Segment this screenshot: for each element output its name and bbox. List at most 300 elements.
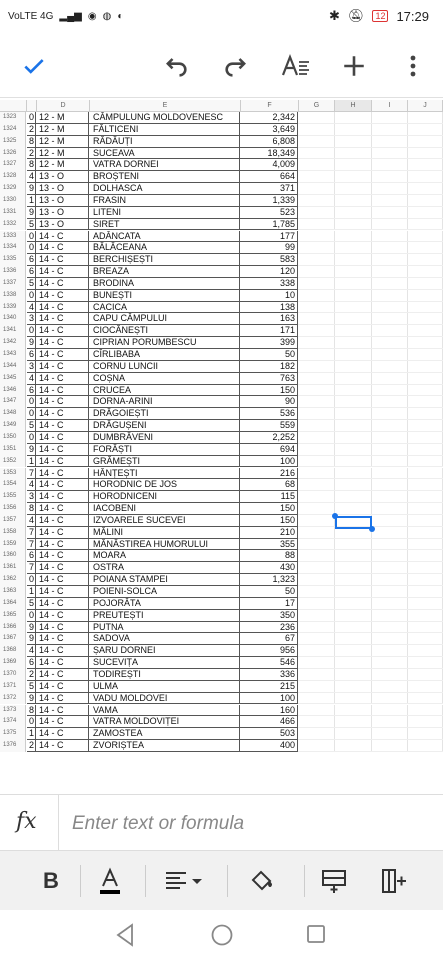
cell-c[interactable]: 4 [28, 479, 34, 490]
row-number[interactable]: 1339 [0, 302, 26, 314]
cell-c[interactable]: 1 [28, 455, 34, 466]
cell-c[interactable]: 4 [28, 372, 34, 383]
cell-c[interactable]: 7 [28, 562, 34, 573]
cell-d[interactable]: 14 - C [37, 550, 89, 562]
cell-e[interactable]: CÂMPULUNG MOLDOVENESC [90, 112, 240, 124]
row-number[interactable]: 1374 [0, 716, 26, 728]
cell-d[interactable]: 14 - C [37, 705, 89, 717]
row-number[interactable]: 1363 [0, 586, 26, 598]
cell-e[interactable]: BREAZA [90, 266, 240, 278]
row-number[interactable]: 1335 [0, 254, 26, 266]
row-number[interactable]: 1360 [0, 550, 26, 562]
cell-c[interactable]: 2 [28, 740, 34, 751]
cell-f[interactable]: 10 [241, 290, 298, 302]
cell-c[interactable]: 4 [28, 514, 34, 525]
cell-f[interactable]: 160 [241, 705, 298, 717]
cell-d[interactable]: 12 - M [37, 148, 89, 160]
cell-e[interactable]: SUCEAVA [90, 148, 240, 160]
cell-d[interactable]: 13 - O [37, 171, 89, 183]
cell-c[interactable]: 8 [28, 159, 34, 170]
row-number[interactable]: 1369 [0, 657, 26, 669]
cell-d[interactable]: 13 - O [37, 207, 89, 219]
cell-f[interactable]: 2,252 [241, 432, 298, 444]
cell-e[interactable]: DRĂGOIEȘTI [90, 408, 240, 420]
cell-f[interactable]: 68 [241, 479, 298, 491]
row-number[interactable]: 1346 [0, 385, 26, 397]
row-number[interactable]: 1375 [0, 728, 26, 740]
cell-d[interactable]: 14 - C [37, 574, 89, 586]
cell-d[interactable]: 14 - C [37, 456, 89, 468]
row-number[interactable]: 1351 [0, 444, 26, 456]
column-header-d[interactable]: D [37, 100, 90, 112]
cell-d[interactable]: 14 - C [37, 337, 89, 349]
cell-c[interactable]: 8 [28, 704, 34, 715]
cell-c[interactable]: 0 [28, 431, 34, 442]
check-icon[interactable] [14, 46, 54, 86]
home-icon[interactable] [210, 923, 234, 952]
row-number[interactable]: 1342 [0, 337, 26, 349]
cell-d[interactable]: 14 - C [37, 432, 89, 444]
cell-f[interactable]: 546 [241, 657, 298, 669]
cell-c[interactable]: 9 [28, 337, 34, 348]
cell-f[interactable]: 177 [241, 231, 298, 243]
cell-c[interactable]: 6 [28, 266, 34, 277]
cell-d[interactable]: 14 - C [37, 479, 89, 491]
cell-e[interactable]: OSTRA [90, 562, 240, 574]
row-number[interactable]: 1327 [0, 159, 26, 171]
align-icon[interactable] [160, 865, 208, 897]
cell-c[interactable]: 0 [28, 242, 34, 253]
cell-c[interactable]: 9 [28, 633, 34, 644]
cell-c[interactable]: 5 [28, 680, 34, 691]
cell-c[interactable]: 9 [28, 206, 34, 217]
cell-d[interactable]: 14 - C [37, 242, 89, 254]
row-number[interactable]: 1370 [0, 669, 26, 681]
insert-row-icon[interactable] [316, 865, 352, 897]
cell-d[interactable]: 14 - C [37, 254, 89, 266]
cell-c[interactable]: 8 [28, 503, 34, 514]
cell-f[interactable]: 583 [241, 254, 298, 266]
cell-e[interactable]: IZVOARELE SUCEVEI [90, 515, 240, 527]
cell-c[interactable]: 4 [28, 171, 34, 182]
cell-d[interactable]: 14 - C [37, 373, 89, 385]
row-number[interactable]: 1349 [0, 420, 26, 432]
cell-c[interactable]: 7 [28, 526, 34, 537]
cell-d[interactable]: 12 - M [37, 124, 89, 136]
row-number[interactable]: 1347 [0, 396, 26, 408]
cell-d[interactable]: 14 - C [37, 491, 89, 503]
cell-f[interactable]: 215 [241, 681, 298, 693]
cell-f[interactable]: 559 [241, 420, 298, 432]
cell-c[interactable]: 9 [28, 443, 34, 454]
cell-f[interactable]: 430 [241, 562, 298, 574]
row-number[interactable]: 1337 [0, 278, 26, 290]
row-number[interactable]: 1341 [0, 325, 26, 337]
cell-d[interactable]: 14 - C [37, 515, 89, 527]
cell-c[interactable]: 0 [28, 716, 34, 727]
row-number[interactable]: 1324 [0, 124, 26, 136]
row-number[interactable]: 1325 [0, 136, 26, 148]
cell-e[interactable]: GRĂMEȘTI [90, 456, 240, 468]
cell-e[interactable]: DOLHASCA [90, 183, 240, 195]
cell-d[interactable]: 14 - C [37, 231, 89, 243]
cell-e[interactable]: CIPRIAN PORUMBESCU [90, 337, 240, 349]
cell-e[interactable]: MOARA [90, 550, 240, 562]
row-number[interactable]: 1368 [0, 645, 26, 657]
row-number[interactable]: 1350 [0, 432, 26, 444]
cell-f[interactable]: 956 [241, 645, 298, 657]
cell-e[interactable]: POIANA STAMPEI [90, 574, 240, 586]
cell-f[interactable]: 210 [241, 527, 298, 539]
plus-icon[interactable] [334, 46, 374, 86]
cell-f[interactable]: 536 [241, 408, 298, 420]
cell-d[interactable]: 14 - C [37, 349, 89, 361]
cell-e[interactable]: PUTNA [90, 622, 240, 634]
cell-f[interactable]: 399 [241, 337, 298, 349]
column-header-e[interactable]: E [90, 100, 241, 112]
cell-d[interactable]: 14 - C [37, 633, 89, 645]
selected-cell[interactable] [335, 516, 372, 529]
row-number[interactable]: 1356 [0, 503, 26, 515]
cell-c[interactable]: 8 [28, 135, 34, 146]
cell-f[interactable]: 1,323 [241, 574, 298, 586]
cell-e[interactable]: POIENI-SOLCA [90, 586, 240, 598]
cell-f[interactable]: 2,342 [241, 112, 298, 124]
row-number[interactable]: 1354 [0, 479, 26, 491]
cell-f[interactable]: 138 [241, 302, 298, 314]
cell-f[interactable]: 100 [241, 693, 298, 705]
row-number[interactable]: 1365 [0, 610, 26, 622]
cell-e[interactable]: ZVORIȘTEA [90, 740, 240, 752]
row-number[interactable]: 1362 [0, 574, 26, 586]
cell-c[interactable]: 0 [28, 112, 34, 122]
row-number[interactable]: 1332 [0, 219, 26, 231]
cell-e[interactable]: ULMA [90, 681, 240, 693]
cell-f[interactable]: 6,808 [241, 136, 298, 148]
cell-d[interactable]: 14 - C [37, 657, 89, 669]
row-number[interactable]: 1345 [0, 373, 26, 385]
cell-e[interactable]: MĂNĂSTIREA HUMORULUI [90, 539, 240, 551]
row-number[interactable]: 1343 [0, 349, 26, 361]
row-number[interactable]: 1366 [0, 622, 26, 634]
column-header-j[interactable]: J [408, 100, 443, 112]
row-number[interactable]: 1371 [0, 681, 26, 693]
row-number[interactable]: 1340 [0, 313, 26, 325]
cell-d[interactable]: 14 - C [37, 444, 89, 456]
cell-d[interactable]: 14 - C [37, 278, 89, 290]
row-number[interactable]: 1367 [0, 633, 26, 645]
cell-f[interactable]: 371 [241, 183, 298, 195]
cell-e[interactable]: DORNA-ARINI [90, 396, 240, 408]
undo-icon[interactable] [156, 46, 196, 86]
cell-e[interactable]: HĂNȚEȘTI [90, 468, 240, 480]
cell-e[interactable]: TODIREȘTI [90, 669, 240, 681]
row-number[interactable]: 1334 [0, 242, 26, 254]
cell-c[interactable]: 5 [28, 420, 34, 431]
cell-c[interactable]: 0 [28, 408, 34, 419]
cell-e[interactable]: CRUCEA [90, 385, 240, 397]
cell-e[interactable]: CAPU CÂMPULUI [90, 313, 240, 325]
cell-c[interactable]: 0 [28, 230, 34, 241]
cell-c[interactable]: 0 [28, 609, 34, 620]
cell-e[interactable]: ADÂNCATA [90, 231, 240, 243]
cell-e[interactable]: CORNU LUNCII [90, 361, 240, 373]
cell-e[interactable]: DRĂGUȘENI [90, 420, 240, 432]
cell-f[interactable]: 216 [241, 468, 298, 480]
formula-input[interactable]: Enter text or formula [72, 813, 245, 834]
cell-c[interactable]: 1 [28, 728, 34, 739]
row-number[interactable]: 1358 [0, 527, 26, 539]
cell-c[interactable]: 9 [28, 621, 34, 632]
cell-e[interactable]: FORĂȘTI [90, 444, 240, 456]
cell-d[interactable]: 14 - C [37, 396, 89, 408]
cell-d[interactable]: 14 - C [37, 503, 89, 515]
cell-d[interactable]: 14 - C [37, 527, 89, 539]
cell-c[interactable]: 6 [28, 254, 34, 265]
cell-f[interactable]: 4,009 [241, 159, 298, 171]
cell-d[interactable]: 12 - M [37, 159, 89, 171]
cell-d[interactable]: 14 - C [37, 313, 89, 325]
cell-e[interactable]: VADU MOLDOVEI [90, 693, 240, 705]
cell-f[interactable]: 150 [241, 503, 298, 515]
column-header-g[interactable]: G [299, 100, 335, 112]
selection-handle-bottom[interactable] [369, 526, 375, 532]
cell-d[interactable]: 14 - C [37, 586, 89, 598]
cell-f[interactable]: 150 [241, 515, 298, 527]
text-color-icon[interactable] [92, 865, 128, 897]
cell-c[interactable]: 3 [28, 491, 34, 502]
cell-e[interactable]: LITENI [90, 207, 240, 219]
cell-d[interactable]: 14 - C [37, 420, 89, 432]
cell-f[interactable]: 763 [241, 373, 298, 385]
cell-e[interactable]: VAMA [90, 705, 240, 717]
cell-d[interactable]: 13 - O [37, 219, 89, 231]
cell-d[interactable]: 14 - C [37, 302, 89, 314]
cell-e[interactable]: BRODINA [90, 278, 240, 290]
cell-c[interactable]: 6 [28, 384, 34, 395]
cell-e[interactable]: ZAMOSTEA [90, 728, 240, 740]
cell-f[interactable]: 163 [241, 313, 298, 325]
cell-e[interactable]: SUCEVIȚA [90, 657, 240, 669]
column-header-h[interactable]: H [335, 100, 372, 112]
cell-d[interactable]: 14 - C [37, 408, 89, 420]
row-number[interactable]: 1331 [0, 207, 26, 219]
cell-f[interactable]: 3,649 [241, 124, 298, 136]
cell-e[interactable]: MĂLINI [90, 527, 240, 539]
cell-f[interactable]: 182 [241, 361, 298, 373]
cell-e[interactable]: VATRA MOLDOVIȚEI [90, 716, 240, 728]
cell-c[interactable]: 7 [28, 538, 34, 549]
row-number[interactable]: 1361 [0, 562, 26, 574]
column-header-c[interactable] [27, 100, 37, 112]
cell-d[interactable]: 14 - C [37, 681, 89, 693]
cell-e[interactable]: DUMBRĂVENI [90, 432, 240, 444]
cell-f[interactable]: 1,339 [241, 195, 298, 207]
row-number[interactable]: 1326 [0, 148, 26, 160]
cell-d[interactable]: 14 - C [37, 740, 89, 752]
cell-d[interactable]: 13 - O [37, 195, 89, 207]
cell-c[interactable]: 5 [28, 277, 34, 288]
cell-c[interactable]: 2 [28, 668, 34, 679]
cell-e[interactable]: COȘNA [90, 373, 240, 385]
cell-f[interactable]: 99 [241, 242, 298, 254]
cell-c[interactable]: 4 [28, 301, 34, 312]
cell-e[interactable]: BERCHIȘEȘTI [90, 254, 240, 266]
cell-d[interactable]: 14 - C [37, 693, 89, 705]
row-number[interactable]: 1373 [0, 705, 26, 717]
cell-d[interactable]: 14 - C [37, 290, 89, 302]
cell-f[interactable]: 171 [241, 325, 298, 337]
cell-f[interactable]: 67 [241, 633, 298, 645]
cell-c[interactable]: 2 [28, 147, 34, 158]
cell-d[interactable]: 14 - C [37, 598, 89, 610]
recents-icon[interactable] [306, 924, 326, 949]
cell-e[interactable]: IACOBENI [90, 503, 240, 515]
row-number[interactable]: 1359 [0, 539, 26, 551]
cell-c[interactable]: 0 [28, 574, 34, 585]
cell-c[interactable]: 6 [28, 550, 34, 561]
redo-icon[interactable] [216, 46, 256, 86]
row-number[interactable]: 1338 [0, 290, 26, 302]
cell-f[interactable]: 503 [241, 728, 298, 740]
row-number[interactable]: 1336 [0, 266, 26, 278]
cell-e[interactable]: HORODNIC DE JOS [90, 479, 240, 491]
cell-f[interactable]: 1,785 [241, 219, 298, 231]
insert-column-icon[interactable] [376, 865, 412, 897]
cell-e[interactable]: HORODNICENI [90, 491, 240, 503]
cell-d[interactable]: 14 - C [37, 468, 89, 480]
cell-c[interactable]: 1 [28, 194, 34, 205]
row-number[interactable]: 1352 [0, 456, 26, 468]
cell-c[interactable]: 1 [28, 586, 34, 596]
cell-e[interactable]: POJORÂTA [90, 598, 240, 610]
row-number[interactable]: 1355 [0, 491, 26, 503]
bold-button[interactable]: B [43, 868, 59, 893]
cell-f[interactable]: 523 [241, 207, 298, 219]
cell-e[interactable]: BĂLĂCEANA [90, 242, 240, 254]
cell-f[interactable]: 90 [241, 396, 298, 408]
cell-f[interactable]: 350 [241, 610, 298, 622]
back-icon[interactable] [114, 922, 136, 953]
cell-f[interactable]: 400 [241, 740, 298, 752]
cell-f[interactable]: 50 [241, 586, 298, 598]
cell-e[interactable]: BUNEȘTI [90, 290, 240, 302]
cell-c[interactable]: 6 [28, 349, 34, 359]
cell-f[interactable]: 236 [241, 622, 298, 634]
cell-e[interactable]: PREUTEȘTI [90, 610, 240, 622]
cell-d[interactable]: 14 - C [37, 325, 89, 337]
cell-d[interactable]: 12 - M [37, 112, 89, 124]
fill-color-icon[interactable] [244, 865, 280, 897]
cell-c[interactable]: 0 [28, 396, 34, 407]
cell-e[interactable]: FRASIN [90, 195, 240, 207]
cell-c[interactable]: 5 [28, 597, 34, 608]
cell-e[interactable]: BROȘTENI [90, 171, 240, 183]
row-number[interactable]: 1353 [0, 468, 26, 480]
cell-f[interactable]: 355 [241, 539, 298, 551]
cell-f[interactable]: 50 [241, 349, 298, 361]
column-header-f[interactable]: F [241, 100, 299, 112]
cell-d[interactable]: 14 - C [37, 539, 89, 551]
cell-c[interactable]: 0 [28, 325, 34, 336]
cell-d[interactable]: 14 - C [37, 385, 89, 397]
cell-e[interactable]: RĂDĂUȚI [90, 136, 240, 148]
cell-d[interactable]: 14 - C [37, 669, 89, 681]
cell-f[interactable]: 466 [241, 716, 298, 728]
spreadsheet-grid[interactable] [0, 100, 443, 794]
text-format-icon[interactable] [276, 46, 316, 86]
cell-f[interactable]: 88 [241, 550, 298, 562]
cell-f[interactable]: 694 [241, 444, 298, 456]
cell-c[interactable]: 2 [28, 123, 34, 134]
row-number[interactable]: 1330 [0, 195, 26, 207]
cell-f[interactable]: 336 [241, 669, 298, 681]
row-number[interactable]: 1329 [0, 183, 26, 195]
cell-f[interactable]: 664 [241, 171, 298, 183]
cell-c[interactable]: 3 [28, 313, 34, 324]
cell-e[interactable]: CIOCĂNEȘTI [90, 325, 240, 337]
cell-f[interactable]: 150 [241, 385, 298, 397]
cell-d[interactable]: 14 - C [37, 361, 89, 373]
row-number[interactable]: 1357 [0, 515, 26, 527]
cell-e[interactable]: SADOVA [90, 633, 240, 645]
cell-f[interactable]: 115 [241, 491, 298, 503]
cell-f[interactable]: 17 [241, 598, 298, 610]
cell-c[interactable]: 3 [28, 360, 34, 371]
cell-e[interactable]: SIRET [90, 219, 240, 231]
row-number[interactable]: 1376 [0, 740, 26, 752]
column-header-i[interactable]: I [372, 100, 408, 112]
cell-c[interactable]: 9 [28, 692, 34, 703]
table-row [0, 361, 443, 373]
cell-f[interactable]: 120 [241, 266, 298, 278]
row-number[interactable]: 1333 [0, 231, 26, 243]
cell-f[interactable]: 338 [241, 278, 298, 290]
cell-e[interactable]: ȘARU DORNEI [90, 645, 240, 657]
cell-d[interactable]: 12 - M [37, 136, 89, 148]
cell-c[interactable]: 9 [28, 183, 34, 194]
cell-c[interactable]: 4 [28, 645, 34, 656]
cell-c[interactable]: 6 [28, 657, 34, 668]
cell-d[interactable]: 14 - C [37, 562, 89, 574]
selection-handle-top[interactable] [332, 513, 338, 519]
cell-d[interactable]: 13 - O [37, 183, 89, 195]
corner-header[interactable] [0, 100, 27, 112]
cell-c[interactable]: 5 [28, 218, 34, 229]
cell-e[interactable]: FĂLTICENI [90, 124, 240, 136]
cell-d[interactable]: 14 - C [37, 266, 89, 278]
row-number[interactable]: 1372 [0, 693, 26, 705]
cell-f[interactable]: 100 [241, 456, 298, 468]
row-number[interactable]: 1323 [0, 112, 26, 124]
cell-d[interactable]: 14 - C [37, 645, 89, 657]
row-number[interactable]: 1348 [0, 408, 26, 420]
row-number[interactable]: 1344 [0, 361, 26, 373]
cell-e[interactable]: CÎRLIBABA [90, 349, 240, 361]
cell-e[interactable]: CACICA [90, 302, 240, 314]
cell-d[interactable]: 14 - C [37, 610, 89, 622]
cell-c[interactable]: 0 [28, 289, 34, 300]
row-number[interactable]: 1364 [0, 598, 26, 610]
cell-d[interactable]: 14 - C [37, 728, 89, 740]
cell-c[interactable]: 7 [28, 467, 34, 478]
cell-e[interactable]: VATRA DORNEI [90, 159, 240, 171]
cell-f[interactable]: 18,349 [241, 148, 298, 160]
row-number[interactable]: 1328 [0, 171, 26, 183]
more-vert-icon[interactable] [393, 46, 433, 86]
cell-d[interactable]: 14 - C [37, 716, 89, 728]
cell-d[interactable]: 14 - C [37, 622, 89, 634]
